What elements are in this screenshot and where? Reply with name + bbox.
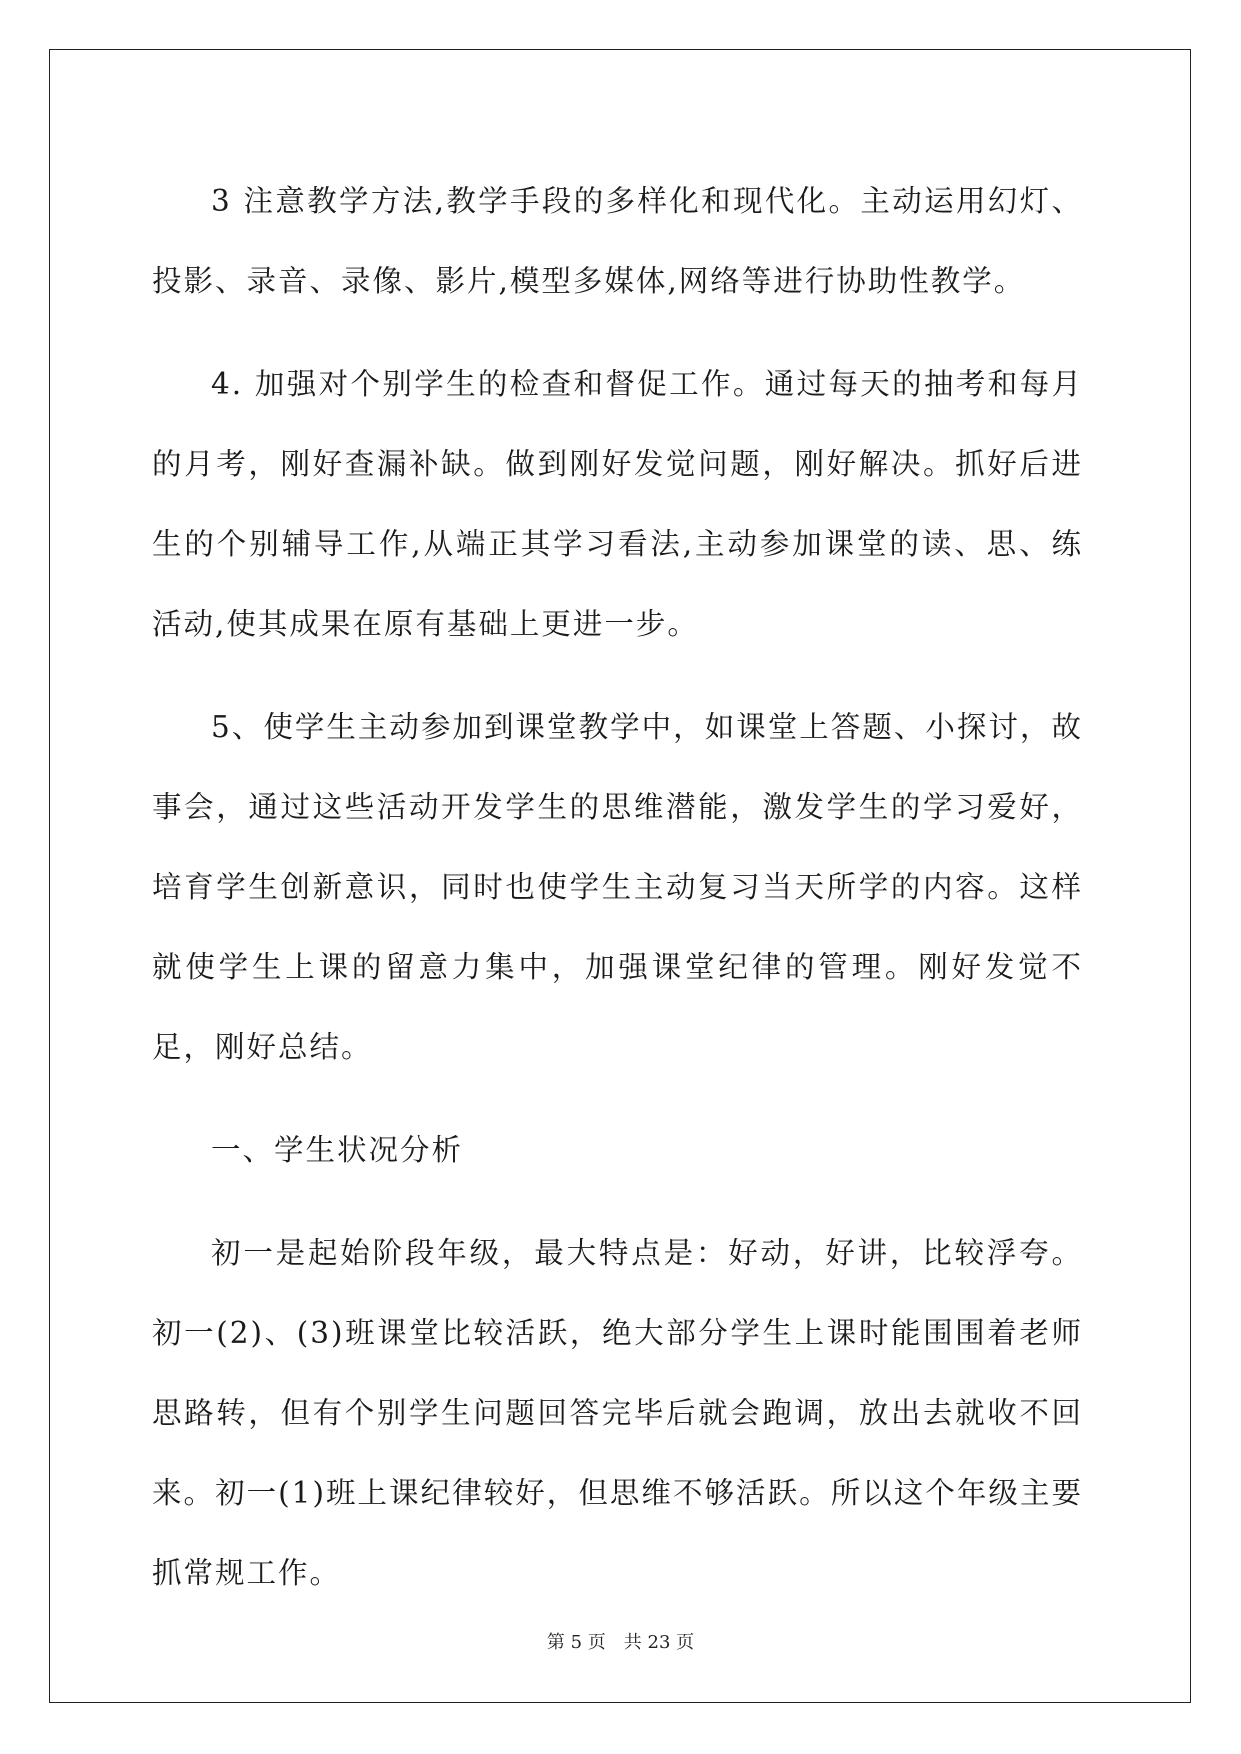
- paragraph-grade-analysis: 初一是起始阶段年级，最大特点是：好动，好讲，比较浮夸。初一(2)、(3)班课堂比较活跃，绝大部分学生上课时能围围着老师思路转，但有个别学生问题回答完毕后就会跑调，放出去就收不回来。初一(1)班上课纪律较好，但思维不够活跃。所以这个年级主要抓常规工作。: [152, 1236, 1083, 1590]
- page-total: 共 23 页: [623, 1632, 695, 1653]
- page-footer: [0, 1628, 1241, 1654]
- section-heading-student-analysis: 一、学生状况分析: [211, 1133, 464, 1167]
- document-body: [152, 161, 1083, 1636]
- page-number: 第 5 页: [546, 1632, 606, 1653]
- paragraph-student-supervision: 4. 加强对个别学生的检查和督促工作。通过每天的抽考和每月的月考，刚好查漏补缺。做到刚好发觉问题，刚好解决。抓好后进生的个别辅导工作,从端正其学习看法,主动参加课堂的读、思、练活动,使其成果在原有基础上更进一步。: [152, 367, 1083, 641]
- paragraph-class-participation: 5、使学生主动参加到课堂教学中，如课堂上答题、小探讨，故事会，通过这些活动开发学生的思维潜能，激发学生的学习爱好，培育学生创新意识，同时也使学生主动复习当天所学的内容。这样就使学生上课的留意力集中，加强课堂纪律的管理。刚好发觉不足，刚好总结。: [152, 710, 1083, 1064]
- paragraph-teaching-methods: 3 注意教学方法,教学手段的多样化和现代化。主动运用幻灯、投影、录音、录像、影片,模型多媒体,网络等进行协助性教学。: [152, 184, 1083, 298]
